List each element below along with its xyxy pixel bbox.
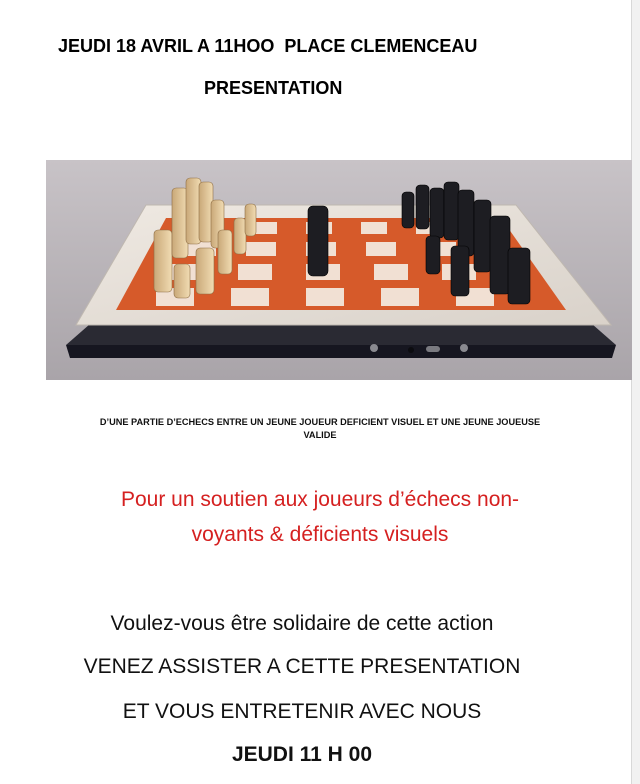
- event-date-heading: JEUDI 18 AVRIL A 11HOO PLACE CLEMENCEAU: [58, 36, 478, 56]
- time-line: JEUDI 11 H 00: [231, 743, 373, 766]
- caption-line-1: D’UNE PARTIE D’ECHECS ENTRE UN JEUNE JOUEUR DEFICIENT VISUEL ET UNE JEUNE JOUEUSE: [99, 417, 541, 427]
- page-edge: [631, 0, 640, 784]
- support-line-2: voyants & déficients visuels: [191, 523, 449, 546]
- chess-board-photo: [46, 160, 632, 380]
- invitation-line: VENEZ ASSISTER A CETTE PRESENTATION: [83, 655, 521, 678]
- caption-line-2: VALIDE: [303, 430, 337, 441]
- support-line-1: Pour un soutien aux joueurs d’échecs non-: [120, 488, 520, 511]
- match-description: [40, 416, 600, 443]
- solidarity-question: Voulez-vous être solidaire de cette action: [110, 612, 494, 635]
- discussion-line: ET VOUS ENTRETENIR AVEC NOUS: [122, 700, 482, 723]
- presentation-heading: PRESENTATION: [204, 78, 343, 98]
